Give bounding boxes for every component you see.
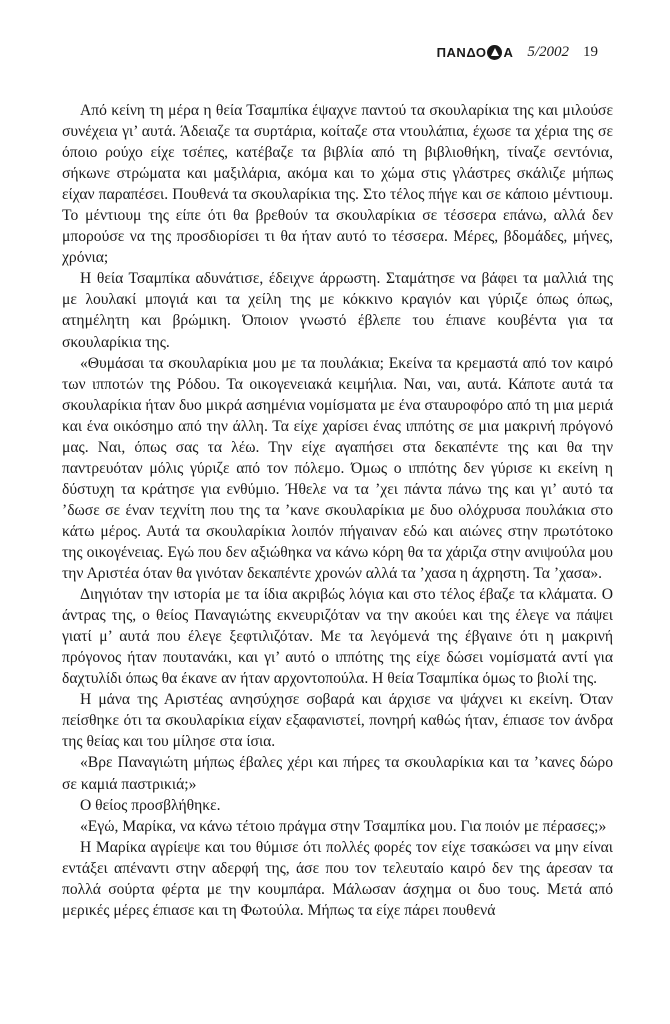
- paragraph: Από κείνη τη μέρα η θεία Τσαμπίκα έψαχνε παντού τα σκουλαρίκια της και μιλούσε συνέχεια γι’ αυτά. Άδειαζε τα συρτάρια, κοίταζε στα ντουλάπια, έχωσε τα χέρια της σε όποιο ρούχο είχε τσέπες, κατέβαζε τα βιβλία από τη βιβλιοθήκη, τίναζε σεντόνια, σήκωνε στρώματα και μαξιλάρια, ακόμα και το χώμα στις γλάστρες σκάλιζε μήπως είχαν παραπέσει. Πουθενά τα σκουλαρίκια της. Στο τέλος πήγε και σε κάποιο μέντιουμ. Το μέντιουμ της είπε ότι θα βρεθούν τα σκουλαρίκια σε τέσσερα επάνω, αλλά δεν μπορούσε να της προσδιορίσει τι θα ήταν αυτό το τέσσερα. Μέρες, βδομάδες, μήνες, χρόνια;: [62, 102, 613, 267]
- logo-emblem-icon: [487, 45, 502, 60]
- journal-logo: [437, 45, 514, 60]
- paragraph: Η μάνα της Αριστέας ανησύχησε σοβαρά και άρχισε να ψάχνει κι εκείνη. Όταν πείσθηκε ότι τα σκουλαρίκια είχαν εξαφανιστεί, πονηρή καθώς ήταν, έπιασε τον άνδρα της θείας και του μίλησε στα ίσια.: [62, 691, 613, 751]
- page-number: 19: [583, 43, 598, 60]
- logo-text-left: ΠΑΝΔΟ: [436, 44, 487, 60]
- paragraph: Διηγιόταν την ιστορία με τα ίδια ακριβώς λόγια και στο τέλος έβαζε τα κλάματα. Ο άντρας της, ο θείος Παναγιώτης εκνευριζόταν να την ακούει και της έλεγε να πάψει γιατί μ’ αυτά που έλεγε ξεφτιλιζόταν. Με τα λεγόμενά της έβγαινε ότι η μακρινή πρόγονος ήταν πουτανάκι, και γι’ αυτό ο ιππότης της είχε δώσει νομίσματά αντί για δαχτυλίδι όπως θα έκανε αν ήταν αρχοντοπούλα. Η θεία Τσαμπίκα όμως το βιολί της.: [62, 586, 613, 688]
- paragraph: «Βρε Παναγιώτη μήπως έβαλες χέρι και πήρες τα σκουλαρίκια και τα ’κανες δώρο σε καμιά παστρικιά;»: [62, 754, 613, 793]
- paragraph: «Θυμάσαι τα σκουλαρίκια μου με τα πουλάκια; Εκείνα τα κρεμαστά από τον καιρό των ιπποτών της Ρόδου. Τα οικογενειακά κειμήλια. Ναι, ναι, αυτά. Κάποτε αυτά τα σκουλαρίκια ήταν δυο μικρά ασημένια νομίσματα με ένα σταυροφόρο από τη μια μεριά και ένα οικόσημο από την άλλη. Τα είχε χαρίσει ένας ιππότης σε μια μακρινή πρόγονό μας. Ναι, όπως σας τα λέω. Την είχε αγαπήσει στα δεκαπέντε της και θα την παντρευόταν μόλις γύριζε από τον πόλεμο. Όμως ο ιππότης δεν γύρισε κι εκείνη η δύστυχη τα κράτησε για ενθύμιο. Ήθελε να τα ’χει πάντα πάνω της και γι’ αυτό τα ’δωσε σε έναν τεχνίτη που της τα ’κανε σκουλαρίκια με δυο ολόχρυσα πουλάκια στο κάτω μέρος. Αυτά τα σκουλαρίκια λοιπόν πήγαιναν εδώ και αιώνες στην πρωτότοκο της οικογένειας. Εγώ που δεν αξιώθηκα να κάνω κόρη θα τα χάριζα στην ανιψούλα μου την Αριστέα όταν θα γινόταν δεκαπέντε χρονών αλλά τα ’χασα η άχρηστη. Τα ’χασα».: [62, 354, 613, 583]
- paragraph: Η θεία Τσαμπίκα αδυνάτισε, έδειχνε άρρωστη. Σταμάτησε να βάφει τα μαλλιά της με λουλακί μπογιά και τα χείλη της με κόκκινο κραγιόν και γύριζε όπως όπως, ατημέλητη και βρώμικη. Όποιον γνωστό έβλεπε του έπιανε κουβέντα για τα σκουλαρίκια της.: [62, 270, 613, 351]
- paragraph: «Εγώ, Μαρίκα, να κάνω τέτοιο πράγμα στην Τσαμπίκα μου. Για ποιόν με πέρασες;»: [80, 817, 607, 835]
- paragraph: Ο θείος προσβλήθηκε.: [80, 796, 221, 814]
- article-body: [62, 100, 613, 921]
- paragraph: Η Μαρίκα αγρίεψε και του θύμισε ότι πολλές φορές τον είχε τσακώσει να μην είναι εντάξει απέναντι στην αδερφή της, άσε που τον τελευταίο καιρό δεν της άρεσαν τα πολλά σούρτα φέρτα με την κουμπάρα. Μάλωσαν άσχημα οι δυο τους. Μετά από μερικές μέρες έπιασε και τη Φωτούλα. Μήπως τα είχε πάρει πουθενά: [62, 838, 613, 919]
- page-header: [0, 40, 598, 64]
- issue-number: 5/2002: [527, 43, 569, 60]
- logo-text-right: A: [503, 44, 514, 60]
